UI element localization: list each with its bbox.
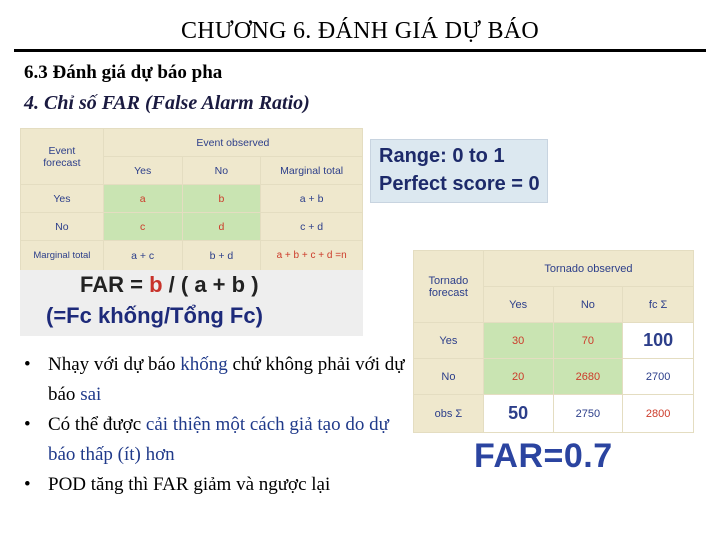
table2-cell: 2800: [623, 395, 694, 433]
far-formula: [80, 272, 259, 298]
bullet-dot: •: [24, 474, 31, 495]
table1-cell: d: [182, 213, 261, 241]
bullet-list: [24, 350, 419, 500]
table1-row-label: Yes: [21, 185, 104, 213]
table1-col-header: No: [182, 157, 261, 185]
table1-cell: a + c: [103, 241, 182, 271]
table2-cell: 70: [553, 323, 623, 359]
table1-cell: a + b: [261, 185, 363, 213]
title-divider: [14, 49, 706, 52]
formula-mid: / (: [162, 272, 195, 297]
table2-row-label: No: [414, 359, 484, 395]
table2-row-label: obs Σ: [414, 395, 484, 433]
table2-corner-line2: forecast: [428, 286, 468, 299]
formula-plus: +: [206, 272, 232, 297]
section-subsubtitle: 4. Chỉ số FAR (False Alarm Ratio): [24, 92, 310, 114]
range-line: Range: 0 to 1: [379, 145, 505, 167]
table1-row-label: No: [21, 213, 104, 241]
table2-cell: 20: [483, 359, 553, 395]
slide-title: CHƯƠNG 6. ĐÁNH GIÁ DỰ BÁO: [180, 18, 540, 44]
table1-corner-header: [21, 129, 104, 185]
bullet-item: [24, 350, 419, 410]
table2-cell: 2680: [553, 359, 623, 395]
table2-cell: 30: [483, 323, 553, 359]
formula-b2: b: [231, 272, 246, 297]
table1-cell: c + d: [261, 213, 363, 241]
table2-col-header: No: [553, 287, 623, 323]
table1-observed-header: Event observed: [103, 129, 362, 157]
perfect-score-line: Perfect score = 0: [379, 173, 540, 195]
contingency-table-tornado: [413, 250, 694, 432]
bullet-text: POD tăng thì FAR giảm và ngược lại: [48, 474, 331, 495]
bullet-dot: •: [24, 414, 31, 435]
bullet-dot: •: [24, 354, 31, 375]
table1-corner-line2: forecast: [43, 156, 81, 169]
bullet-highlight: sai: [80, 384, 102, 405]
table1-cell: c: [103, 213, 182, 241]
bullet-text: Có thể được: [48, 414, 146, 435]
formula-a: a: [194, 272, 207, 297]
far-formula-box: [20, 270, 363, 336]
bullet-item: [24, 470, 419, 500]
table2-col-header: fc Σ: [623, 287, 694, 323]
table2-cell: 100: [623, 323, 694, 359]
bullet-highlight: khống: [180, 354, 228, 375]
table1-row-label: Marginal total: [21, 241, 104, 271]
table2-cell: 2750: [553, 395, 623, 433]
bullet-item: [24, 410, 419, 470]
table1-cell: a: [103, 185, 182, 213]
far-result: FAR=0.7: [474, 437, 613, 475]
bullet-text: chứ không phải với dự báo: [48, 354, 405, 405]
range-info-box: [370, 139, 548, 203]
bullet-text: Nhạy với dự báo: [48, 354, 181, 375]
bullet-highlight: cải thiện một cách giả tạo do dự báo thấp (ít) hơn: [48, 414, 389, 465]
formula-b: b: [149, 272, 163, 297]
table1-cell: b: [182, 185, 261, 213]
table2-row-label: Yes: [414, 323, 484, 359]
table1-cell: b + d: [182, 241, 261, 271]
table2-corner-line1: Tornado: [428, 274, 469, 287]
table1-corner-line1: Event: [48, 144, 76, 157]
contingency-table-general: [20, 128, 363, 270]
table2-observed-header: Tornado observed: [483, 251, 693, 287]
section-subtitle: 6.3 Đánh giá dự báo pha: [24, 62, 223, 83]
table1-col-header: Marginal total: [261, 157, 363, 185]
table2-cell: 50: [483, 395, 553, 433]
table1-col-header: Yes: [103, 157, 182, 185]
table2-col-header: Yes: [483, 287, 553, 323]
table2-cell: 2700: [623, 359, 694, 395]
table1-cell: a + b + c + d =n: [261, 241, 363, 271]
formula-lhs: FAR =: [80, 272, 150, 297]
table2-corner-header: [414, 251, 484, 323]
far-formula-explanation: (=Fc khống/Tổng Fc): [46, 303, 263, 328]
formula-end: ): [245, 272, 259, 297]
